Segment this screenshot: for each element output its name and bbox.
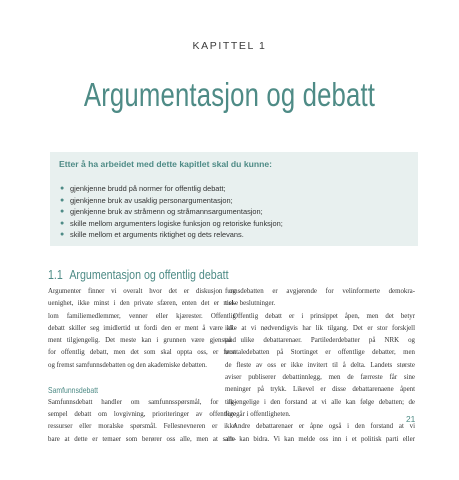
section-title: Argumentasjon og offentlig debatt <box>69 267 229 282</box>
bullet-icon: ● <box>60 185 65 192</box>
learning-goal-item <box>59 229 283 241</box>
body-line: meninger på trykk. Likevel er disse debattarenaene åpent <box>225 386 415 394</box>
section-number: 1.1 <box>48 267 63 282</box>
left-column <box>48 286 236 446</box>
body-line: funnsdebatten er avgjørende for velinformerte demokra- <box>225 288 415 295</box>
body-line: for offentlig debatt, men det som skal oppta oss, er først <box>48 349 236 357</box>
chapter-label: KAPITTEL 1 <box>192 40 267 52</box>
body-line: Argumenter finner vi overalt hvor det er diskusjon og <box>48 288 236 295</box>
paragraph-spacer <box>48 372 236 384</box>
body-line: tiske beslutninger. <box>225 300 276 308</box>
learning-goals-list <box>59 183 283 241</box>
body-line: uenighet, ikke minst i den private sfæren, enten det er mel- <box>48 300 236 308</box>
learning-goals-box <box>50 152 418 246</box>
body-line: aviser publiserer debattinnlegg, men de færreste får sine <box>225 374 415 382</box>
body-line: og fremst samfunnsdebatten og den akademiske debatten. <box>48 361 208 369</box>
body-line: bare at dette er temaer som berører oss alle, men at sam- <box>48 435 236 443</box>
chapter-title: Argumentasjon og debatt <box>83 76 376 113</box>
body-line: Offentlig debatt er i prinsippet åpen, men det betyr <box>233 312 415 320</box>
learning-goal-text: skille mellom argumenters logiske funksjon og retoriske funksjon; <box>70 218 283 228</box>
bullet-icon: ● <box>60 208 65 216</box>
learning-goal-text: gjenkjenne brudd på normer for offentlig debatt; <box>70 184 226 193</box>
learning-goal-item <box>59 218 283 230</box>
learning-goals-heading: Etter å ha arbeidet med dette kapitlet skal du kunne: <box>59 159 272 169</box>
body-line: ressurser eller moralske spørsmål. Fellesnevneren er ikke <box>48 423 236 431</box>
learning-goal-text: gjenkjenne bruk av stråmenn og stråmannsargumentasjon; <box>70 207 263 217</box>
body-line: Samfunnsdebatt handler om samfunnsspørsmål, for ek- <box>48 398 236 406</box>
learning-goal-text: skille mellom et arguments riktighet og dets relevans. <box>70 230 244 240</box>
body-line: lom familiemedlemmer, venner eller kjærester. Offentlig <box>48 312 236 320</box>
body-line: debatt skiller seg imidlertid ut fordi den er ment å være all- <box>48 324 236 332</box>
body-line: de fleste av oss er ikke invitert til å delta. Landets største <box>225 361 415 369</box>
body-line: alle kan bidra. Vi kan melde oss inn i et politisk parti eller <box>225 435 415 443</box>
learning-goal-text: gjenkjenne bruk av usaklig personargumentasjon; <box>70 195 233 205</box>
page-number: 21 <box>406 414 416 424</box>
body-line: foregår i offentligheten. <box>225 410 291 418</box>
body-line: sempel debatt om lovgivning, prioriteringer av offentlige <box>48 410 236 418</box>
body-line: trontaledebatten på Stortinget er offentlige debatter, men <box>225 349 415 357</box>
subheading-samfunnsdebatt: Samfunnsdebatt <box>48 385 99 396</box>
learning-goal-item <box>59 206 283 218</box>
learning-goal-item <box>59 195 283 207</box>
body-line: Andre debattarenaer er åpne også i den forstand at vi <box>233 423 415 431</box>
bullet-icon: ● <box>60 231 65 239</box>
body-line: ikke at vi nødvendigvis har lik tilgang. Det er stor forskjell <box>225 324 415 332</box>
body-line: tilgjengelige i den forstand at vi alle kan følge debatten; de <box>225 398 415 406</box>
bullet-icon: ● <box>60 219 65 227</box>
section-heading <box>48 267 229 282</box>
body-line: ment tilgjengelig. Det meste kan i grunnen være gjenstand <box>48 337 236 345</box>
body-line: på ulike debattarenaer. Partilederdebatter på NRK og <box>225 337 415 345</box>
bullet-icon: ● <box>60 196 65 204</box>
right-column <box>225 286 415 446</box>
learning-goal-item <box>59 183 283 195</box>
